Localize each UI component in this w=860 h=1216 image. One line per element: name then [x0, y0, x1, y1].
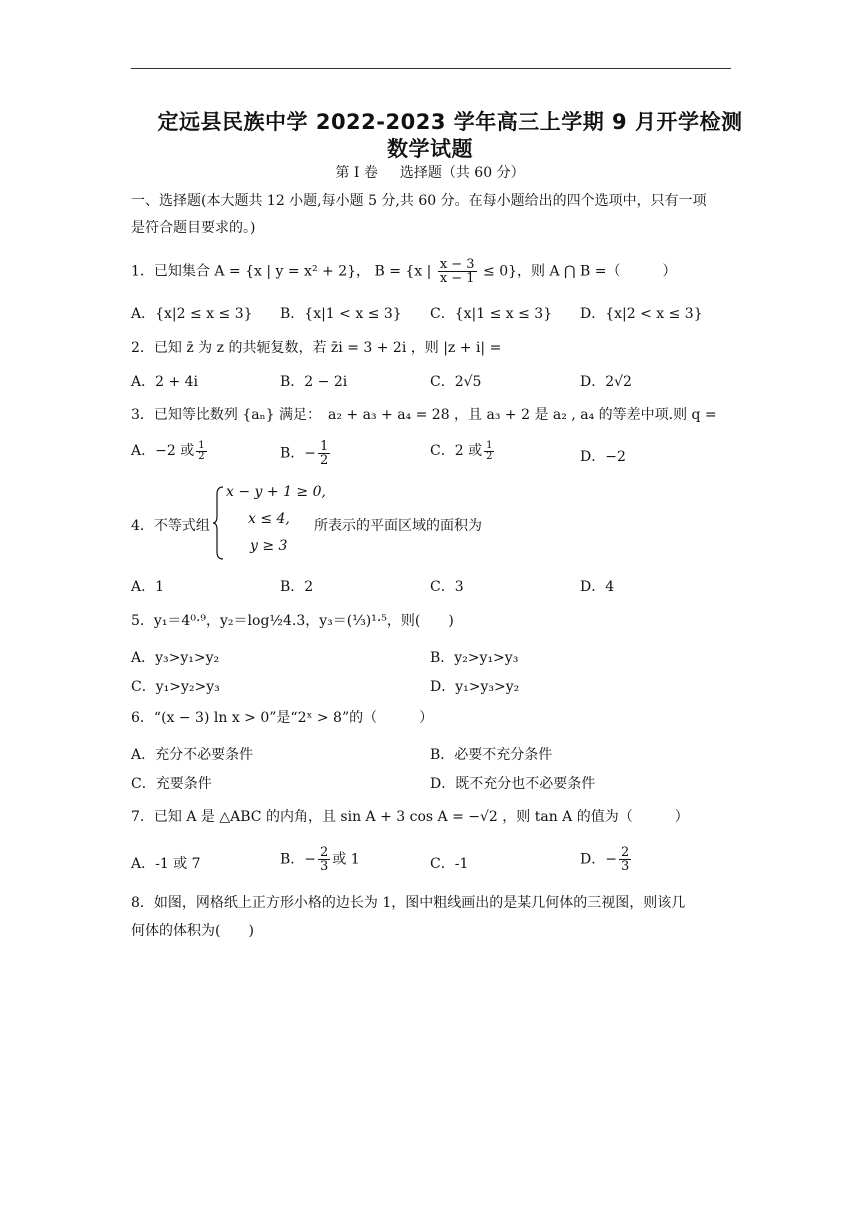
- q3-option-a-text: A．−2 或: [131, 443, 195, 459]
- frac-num: 1: [320, 439, 329, 454]
- q4-option-a: A．1: [131, 579, 165, 595]
- q4-inequality-2: x ≤ 4,: [248, 511, 290, 527]
- frac-den: 2: [486, 450, 493, 462]
- frac-num: 1: [486, 439, 493, 451]
- question-4-lead: 4．不等式组: [131, 518, 210, 534]
- q3-option-a-half: [196, 441, 206, 462]
- q3-option-b-text: B．−: [280, 445, 317, 462]
- frac-num: 1: [198, 439, 205, 451]
- q6-option-a: A．充分不必要条件: [131, 747, 254, 763]
- frac-den: 3: [320, 859, 329, 874]
- question-7-stem: 7．已知 A 是 △ABC 的内角，且 sin A + 3 cos A = −√2 ，则 tan A 的值为（ ）: [131, 809, 689, 825]
- frac-den: 2: [320, 453, 329, 468]
- q3-option-c: [430, 440, 496, 462]
- q7-option-b-frac: [318, 846, 330, 873]
- q1-frac-den: x − 1: [439, 271, 475, 286]
- question-6-stem: 6．“(x − 3) ln x > 0”是“2ˣ > 8”的（ ）: [131, 710, 434, 726]
- q3-option-b: [280, 440, 332, 467]
- q6-option-b: B．必要不充分条件: [430, 747, 553, 763]
- q7-option-d: [580, 846, 633, 873]
- question-5-stem: 5．y₁＝4⁰·⁹，y₂＝log½4.3，y₃＝(⅓)¹·⁵，则( ): [131, 613, 454, 629]
- q1-set-a: 1．已知集合 A = {x | y = x² + 2}，: [131, 263, 371, 280]
- frac-num: 2: [620, 845, 630, 860]
- q2-option-c: C．2√5: [430, 374, 482, 390]
- q4-option-d: D．4: [580, 579, 615, 595]
- question-3-stem: 3．已知等比数列 {aₙ} 满足： a₂ + a₃ + a₄ = 28 ，且 a₃ + 2 是 a₂ , a₄ 的等差中项.则 q =: [131, 407, 717, 423]
- exam-title: 定远县民族中学 2022-2023 学年高三上学期 9 月开学检测: [157, 110, 743, 134]
- q1-set-b-prefix: B = {x |: [374, 263, 432, 280]
- q5-option-b: B．y₂>y₁>y₃: [430, 650, 519, 666]
- q1-option-b: B．{x|1 < x ≤ 3}: [280, 306, 402, 322]
- q7-option-c: C．-1: [430, 856, 469, 872]
- instructions-line-1: 一、选择题(本大题共 12 小题,每小题 5 分,共 60 分。在每小题给出的四个选项中，只有一项: [131, 193, 707, 209]
- question-8-line-1: 8．如图，网格纸上正方形小格的边长为 1，图中粗线画出的是某几何体的三视图，则该几: [131, 895, 686, 911]
- q1-frac-num: x − 3: [439, 257, 475, 272]
- frac-den: 2: [198, 450, 205, 462]
- q5-option-a: A．y₃>y₁>y₂: [131, 650, 220, 666]
- frac-den: 3: [620, 859, 630, 874]
- q3-option-d: D．−2: [580, 449, 626, 465]
- question-2-stem: 2．已知 z̄ 为 z 的共轭复数，若 z̄i = 3 + 2i ，则 |z + i| =: [131, 340, 502, 356]
- q2-option-d: D．2√2: [580, 374, 632, 390]
- q7-option-b-tail: 或 1: [332, 851, 360, 868]
- q6-option-d: D．既不充分也不必要条件: [430, 776, 596, 792]
- q2-option-b: B．2 − 2i: [280, 374, 348, 390]
- question-1-stem: [131, 258, 676, 285]
- q3-option-c-text: C．2 或: [430, 443, 483, 459]
- inequality-brace: [212, 486, 224, 560]
- q7-option-b-sign: B．−: [280, 851, 317, 868]
- q1-option-c: C．{x|1 ≤ x ≤ 3}: [430, 306, 553, 322]
- q1-set-b-suffix: ≤ 0}，则 A ⋂ B =（ ）: [483, 263, 677, 280]
- exam-subject-title: 数学试题: [387, 137, 473, 161]
- q3-option-a: [131, 440, 209, 462]
- q7-option-b: [280, 846, 360, 873]
- q5-option-c: C．y₁>y₂>y₃: [131, 679, 220, 695]
- q7-option-a: A．-1 或 7: [131, 856, 201, 872]
- q5-option-d: D．y₁>y₃>y₂: [430, 679, 520, 695]
- q1-fraction: [438, 258, 477, 285]
- q3-option-b-half: [318, 440, 330, 467]
- section-heading: [0, 162, 860, 182]
- q7-option-d-sign: D．−: [580, 851, 617, 868]
- q6-option-c: C．充要条件: [131, 776, 212, 792]
- q4-inequality-3: y ≥ 3: [250, 538, 288, 554]
- q3-option-c-half: [484, 441, 494, 462]
- question-8-line-2: 何体的体积为( ): [131, 923, 254, 939]
- q7-option-d-frac: [619, 846, 631, 873]
- q4-option-c: C．3: [430, 579, 464, 595]
- instructions-line-2: 是符合题目要求的。): [131, 220, 256, 236]
- q4-inequality-1: x − y + 1 ≥ 0,: [226, 484, 326, 500]
- q1-option-a: A．{x|2 ≤ x ≤ 3}: [131, 306, 253, 322]
- section-name: 选择题（共 60 分）: [399, 165, 525, 181]
- frac-num: 2: [320, 845, 329, 860]
- q4-option-b: B．2: [280, 579, 314, 595]
- q4-tail-text: 所表示的平面区域的面积为: [314, 518, 482, 534]
- q2-option-a: A．2 + 4i: [131, 374, 199, 390]
- header-rule: [131, 68, 731, 69]
- q1-option-d: D．{x|2 < x ≤ 3}: [580, 306, 703, 322]
- section-label: 第 I 卷: [335, 165, 378, 181]
